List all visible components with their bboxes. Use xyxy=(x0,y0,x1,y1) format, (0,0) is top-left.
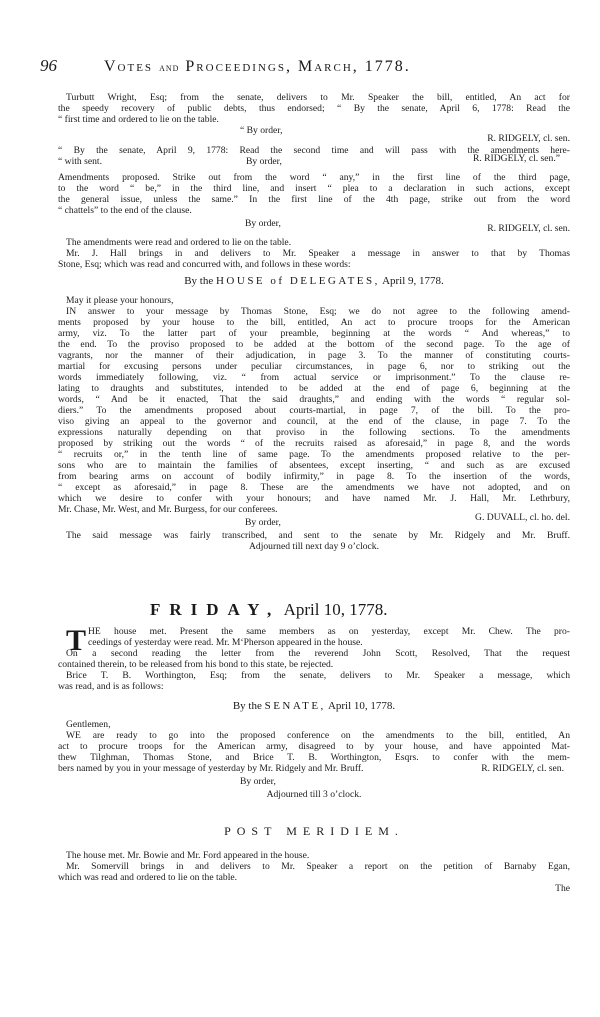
text-line: martial for excusing persons under peculiar circumstances, in page 6, nor to striking out the xyxy=(58,361,570,372)
text-line: act to procure troops for the American army, disagreed to by your house, and have appointed Mat- xyxy=(58,741,570,752)
text-line: the end. To the proviso proposed to be added at the bottom of the second page. To the age of xyxy=(58,339,570,350)
text-line: army, viz. To the latter part of your preamble, beginning at the words “ And whereas,” to xyxy=(58,328,570,339)
text-line: contained therein, to be released from his bond to this state, be rejected. xyxy=(58,659,334,670)
text-line: vagrants, nor the manner of their adjudication, in page 3. To the manner of constituting courts- xyxy=(58,350,570,361)
header-prefix: By the xyxy=(184,275,214,287)
clerk-signature: R. RIDGELY, cl. sen.” xyxy=(472,153,560,164)
clerk-signature: G. DUVALL, cl. ho. del. xyxy=(475,512,570,523)
by-order: By order, xyxy=(245,517,281,528)
text-line: Mr. Somervill brings in and delivers to Mr. Speaker a report on the petition of Barnaby Egan, xyxy=(66,861,570,872)
text-line: expressions naturally depending on that proviso in the following sections. To the amendments xyxy=(58,427,570,438)
post-meridiem-header: POST MERIDIEM. xyxy=(224,824,404,838)
day-name: FRIDAY, xyxy=(150,600,281,619)
text-line: “ with sent. xyxy=(58,156,102,167)
text-line: WE are ready to go into the proposed conference on the amendments to the bill, entitled, An xyxy=(66,730,570,741)
text-line: Amendments proposed. Strike out from the word “ any,” in the first line of the third page, xyxy=(58,172,570,183)
text-line: diers.” To the amendments proposed about courts-martial, in page 7, of the bill. To the pro- xyxy=(58,405,570,416)
text-line: Mr. Chase, Mr. West, and Mr. Burgess, for our conferees. xyxy=(58,504,278,515)
running-head-and: and xyxy=(159,62,180,74)
clerk-signature: R. RIDGELY, cl. sen. xyxy=(481,763,564,774)
text-line: “ first time and ordered to lie on the table. xyxy=(58,114,219,125)
by-order: By order, xyxy=(240,776,276,787)
text-line: which we desire to confer with your honours; and have named Mr. J. Hall, Mr. Lethrbury, xyxy=(58,493,570,504)
text-line: Brice T. B. Worthington, Esq; from the senate, delivers to Mr. Speaker a message, which xyxy=(66,670,570,681)
running-head-title-2: Proceedings, xyxy=(185,58,292,75)
text-line: “ chattels” to the end of the clause. xyxy=(58,205,192,216)
text-line: from bearing arms on account of bodily infirmity,” in page 8. To the insertion of the words, xyxy=(58,471,570,482)
text-line: By order, xyxy=(246,156,282,167)
text-line: HE house met. Present the same members as on yesterday, except Mr. Chew. The pro- xyxy=(88,626,570,637)
header-date: April 9, 1778. xyxy=(382,275,444,287)
friday-header xyxy=(150,600,490,620)
catchword: The xyxy=(555,883,570,894)
text-line: the general issue, unless the same.” In the first line of the 4th page, strike out from the word xyxy=(58,194,570,205)
running-head-title-1: Votes xyxy=(104,58,154,75)
adjourned-line: Adjourned till next day 9 o’clock. xyxy=(248,541,380,552)
header-prefix: By the xyxy=(232,700,262,712)
adjourned-line: Adjourned till 3 o’clock. xyxy=(266,789,362,800)
text-line: was read, and is as follows: xyxy=(58,681,164,692)
text-line: viso giving an appeal to the governor and council, at the end of the clause, in page 7. To the xyxy=(58,416,570,427)
text-line: lating to draughts and substitutes, intended to be added at the end of page 6, beginning at the xyxy=(58,383,570,394)
clerk-signature: R. RIDGELY, cl. sen. xyxy=(487,133,570,144)
running-head xyxy=(104,58,562,76)
text-line: bers named by you in your message of yesterday by Mr. Ridgely and Mr. Bruff. xyxy=(58,763,364,774)
salutation: Gentlemen, xyxy=(66,719,111,730)
day-year: 1778. xyxy=(349,600,388,619)
text-line: ceedings of yesterday were read. Mr. M‘Pherson appeared in the house. xyxy=(88,637,363,648)
text-line: “ except as aforesaid,” in page 8. These are the amendments we have not adopted, and on xyxy=(58,482,570,493)
text-line: “ By order, xyxy=(240,125,283,136)
day-date: April 10, xyxy=(283,600,345,619)
drop-cap: T xyxy=(66,624,87,657)
clerk-signature: R. RIDGELY, cl. sen. xyxy=(487,223,570,234)
header-body: HOUSE of DELEGATES, xyxy=(215,275,380,287)
text-line: words immediately following, viz. “ from actual service or imprisonment.” To the clause re- xyxy=(58,372,570,383)
senate-header xyxy=(58,700,570,712)
text-line: “ By the senate, April 9, 1778: Read the second time and will pass with the amendments here- xyxy=(58,145,570,156)
text-line: By order, xyxy=(245,218,281,229)
text-line: to the word “ be,” in the third line, and insert “ plea to a declaration in such actions, except xyxy=(58,183,570,194)
text-line: ments proposed by your house to the bill, entitled, An act to procure troops for the American xyxy=(58,317,570,328)
text-line: the speedy recovery of public debts, thus endorsed; “ By the senate, April 6, 1778: Read the xyxy=(58,103,570,114)
text-line: Turbutt Wright, Esq; from the senate, delivers to Mr. Speaker the bill, entitled, An act for xyxy=(66,92,570,103)
text-line: which was read and ordered to lie on the table. xyxy=(58,872,238,883)
text-line: The amendments were read and ordered to lie on the table. xyxy=(66,237,292,248)
text-line: “ recruits or,” in the tenth line of same page. To the amendments proposed relative to the per- xyxy=(58,449,570,460)
text-line: sons who are to maintain the families of absentees, except inserting, “ and such as are excused xyxy=(58,460,570,471)
text-line: Mr. J. Hall brings in and delivers to Mr. Speaker a message in answer to that by Thomas xyxy=(66,248,570,259)
text-line: words, “ And be it enacted, That the said draughts,” and ending with the words “ regular sol- xyxy=(58,394,570,405)
header-date: April 10, 1778. xyxy=(327,700,396,712)
text-line: The house met. Mr. Bowie and Mr. Ford appeared in the house. xyxy=(66,850,310,861)
delegates-header xyxy=(58,275,570,287)
text-line: thew Tilghman, Thomas Stone, and Brice T. B. Worthington, Esqrs. to confer with the mem- xyxy=(58,752,570,763)
running-head-date: March, 1778. xyxy=(297,58,411,75)
text-line: Stone, Esq; which was read and concurred with, and follows in these words: xyxy=(58,259,351,270)
page-number: 96 xyxy=(40,56,57,75)
header-body: SENATE, xyxy=(264,700,326,712)
text-line: On a second reading the letter from the reverend John Scott, Resolved, That the request xyxy=(66,648,570,659)
text-line: proposed by striking out the words “ of the recruits raised as aforesaid,” in page 8, and the words xyxy=(58,438,570,449)
text-line: IN answer to your message by Thomas Stone, Esq; we do not agree to the following amend- xyxy=(66,306,570,317)
salutation: May it please your honours, xyxy=(66,295,174,306)
text-line: The said message was fairly transcribed, and sent to the senate by Mr. Ridgely and Mr. Bruff. xyxy=(66,530,570,541)
